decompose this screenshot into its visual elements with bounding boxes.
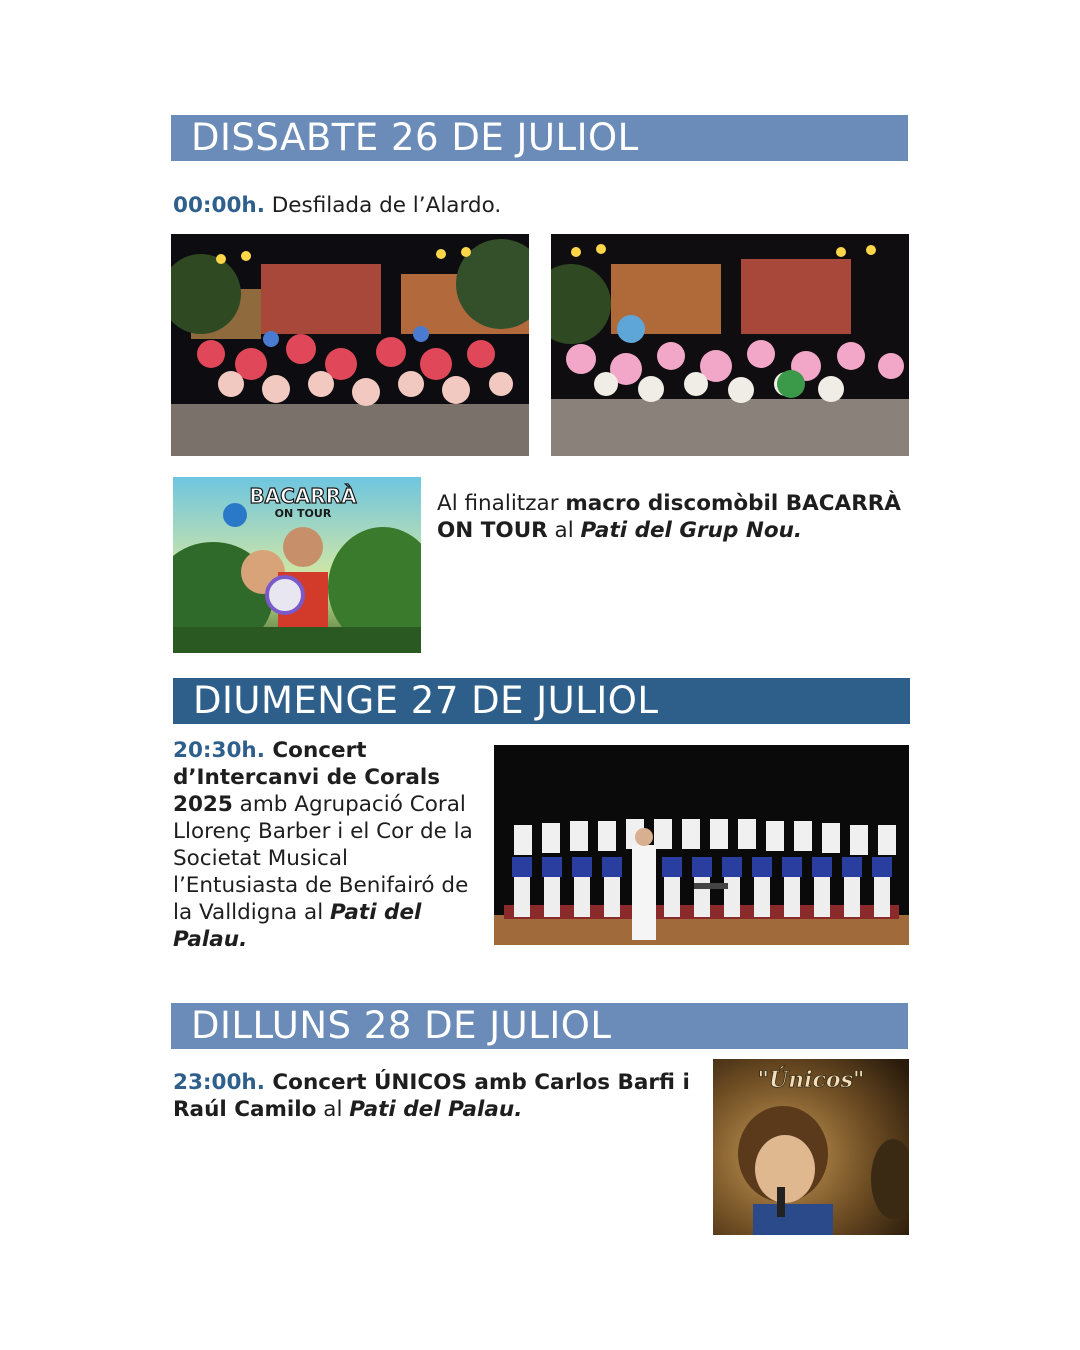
day3-event-bold: Concert ÚNICOS amb Carlos Barfi i Raúl Camilo [173, 1070, 690, 1122]
unicos-logo-title: "Únicos" [757, 1067, 865, 1093]
parade-photo-left [171, 234, 529, 456]
day3-event-mid: al [316, 1097, 350, 1122]
bacarra-logo-line2: ON TOUR [274, 507, 332, 520]
day2-event-place: Pati del Palau. [173, 900, 422, 952]
day3-header: DILLUNS 28 DE JULIOL [171, 1003, 908, 1049]
choir-photo [494, 745, 909, 945]
day2-event-bold: Concert d’Intercanvi de Corals 2025 [173, 738, 441, 817]
day2-event [173, 737, 473, 953]
day1-header: DISSABTE 26 DE JULIOL [171, 115, 908, 161]
day2-event-text: amb Agrupació Coral Llorenç Barber i el Cor de la Societat Musical l’Entusiasta de Benifairó de la Valldigna al [173, 792, 473, 925]
day2-event-time: 20:30h. [173, 738, 265, 763]
day3-event-place: Pati del Palau. [349, 1097, 523, 1122]
day1-event2-intro: Al finalitzar [437, 491, 566, 516]
unicos-poster [713, 1059, 909, 1235]
day1-event2 [437, 490, 907, 544]
day1-event2-place: Pati del Grup Nou. [580, 518, 803, 543]
day1-event1-text: Desfilada de l’Alardo. [264, 193, 502, 218]
day2-header: DIUMENGE 27 DE JULIOL [173, 678, 910, 724]
day3-event-time: 23:00h. [173, 1070, 265, 1095]
day1-event1-time: 00:00h. [173, 193, 265, 218]
bacarra-logo-line1: BACARRÀ [249, 484, 357, 508]
day3-event [173, 1069, 703, 1123]
bacarra-poster [173, 477, 421, 653]
day1-event1 [173, 192, 913, 219]
parade-photo-right [551, 234, 909, 456]
day1-event2-mid: al [547, 518, 581, 543]
day1-event2-bold: macro discomòbil BACARRÀ ON TOUR [437, 491, 901, 543]
